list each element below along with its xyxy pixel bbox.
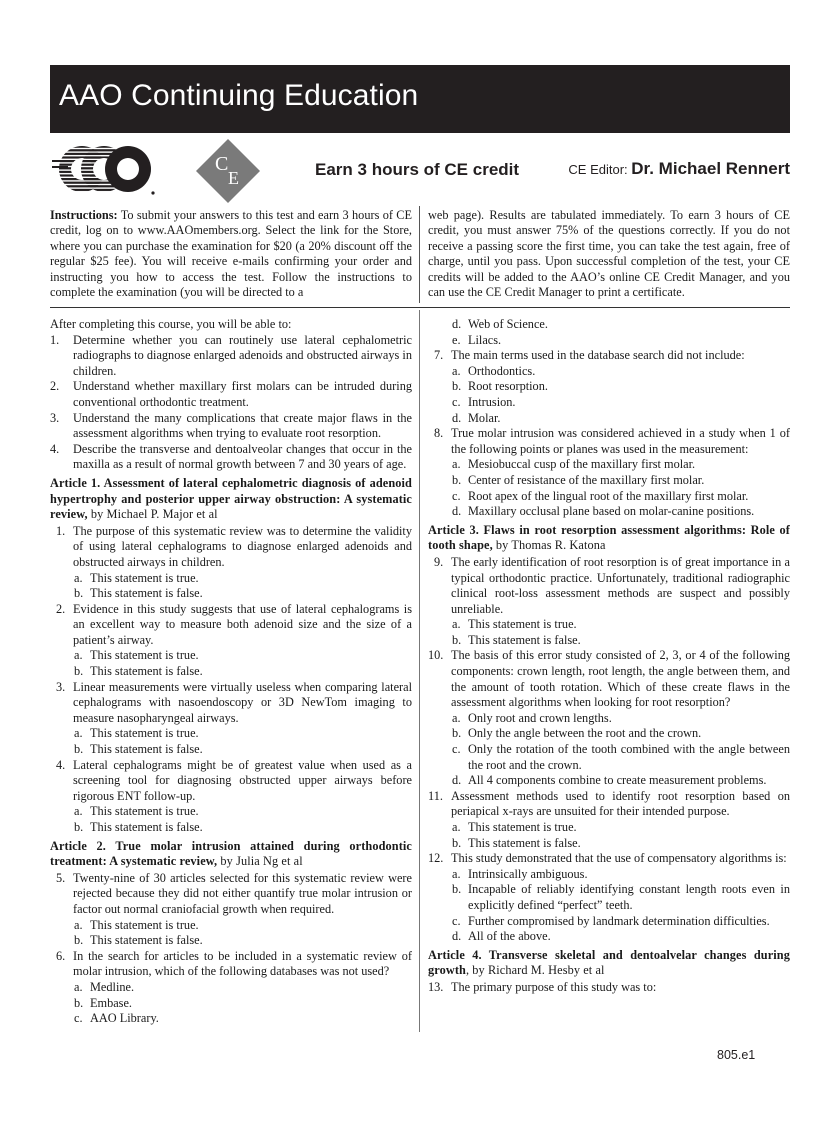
column-divider <box>419 310 420 1032</box>
answer-option[interactable]: b. This statement is false. <box>74 664 203 679</box>
answer-option[interactable]: a. This statement is true. <box>452 820 577 834</box>
article-heading: Article 3. Flaws in root resorption assessment algorithms: Role of tooth shape, by Thomas R. Katona <box>428 522 790 553</box>
article-heading: Article 4. Transverse skeletal and dentoalvelar changes during growth, by Richard M. Hesby et al <box>428 947 790 978</box>
question: 11. Assessment methods used to identify root resorption based on periapical x-rays are unsuited for their intended purpose. <box>428 788 790 819</box>
answer-option[interactable]: a. Only root and crown lengths. <box>452 710 612 725</box>
question: 12. This study demonstrated that the use of compensatory algorithms is: <box>428 851 787 866</box>
answer-option[interactable]: b. Center of resistance of the maxillary first molar. <box>452 472 705 487</box>
answer-option[interactable]: c. Intrusion. <box>452 394 516 409</box>
banner-title: AAO Continuing Education <box>59 79 419 112</box>
question: 8. True molar intrusion was considered achieved in a study when 1 of the following points or planes was used in the measurement: <box>434 426 790 456</box>
question: 5. Twenty-nine of 30 articles selected for this systematic review were rejected because they did not either quantify true molar intrusion or factor out normal craniofacial growth when required. <box>56 870 412 916</box>
ce-logo-icon <box>195 138 261 204</box>
objective-item: 2. Understand whether maxillary first molars can be intruded during conventional orthodontic treatment. <box>50 379 412 409</box>
answer-option[interactable]: a. This statement is true. <box>74 648 199 663</box>
section-divider <box>50 307 790 308</box>
answer-option[interactable]: a. This statement is true. <box>74 804 199 819</box>
answer-option[interactable]: b. This statement is false. <box>452 632 581 647</box>
answer-option[interactable]: b. Incapable of reliably identifying constant length roots even in explicitly defined “perfect” teeth. <box>452 882 790 912</box>
question: 1. The purpose of this systematic review was to determine the validity of using lateral cephalograms to diagnose enlarged adenoids and obstructed airways in children. <box>56 523 412 569</box>
answer-option[interactable]: b. Root resorption. <box>452 379 548 394</box>
answer-option[interactable]: c. Only the rotation of the tooth combined with the angle between the root and the crown. <box>452 742 790 772</box>
ce-credit-hours: Earn 3 hours of CE credit <box>315 160 520 179</box>
aao-logo-icon <box>52 142 156 196</box>
ce-editor-label: CE Editor: <box>568 162 632 177</box>
answer-option[interactable]: a. Medline. <box>74 979 135 994</box>
answer-option[interactable]: d. All of the above. <box>452 929 551 944</box>
answer-option[interactable]: d. Molar. <box>452 410 501 425</box>
answer-option[interactable]: b. Embase. <box>74 995 133 1010</box>
answer-option[interactable]: a. Intrinsically ambiguous. <box>452 866 588 881</box>
instructions-right <box>428 208 790 300</box>
answer-option[interactable]: b. This statement is false. <box>74 742 203 757</box>
answer-option[interactable]: c. AAO Library. <box>74 1011 159 1026</box>
question: 7. The main terms used in the database search did not include: <box>434 348 745 363</box>
answer-option[interactable]: a. This statement is true. <box>74 726 199 741</box>
objective-item: 1. Determine whether you can routinely use lateral cephalometric radiographs to diagnose enlarged adenoids and obstructed airways in children. <box>50 332 412 378</box>
page-number: 805.e1 <box>717 1048 756 1062</box>
answer-option[interactable]: d. All 4 components combine to create measurement problems. <box>452 773 767 788</box>
objective-item: 3. Understand the many complications that create major flaws in the assessment algorithms when trying to evaluate root resorption. <box>50 410 412 441</box>
question: 13. The primary purpose of this study was to: <box>428 979 657 994</box>
objectives-intro: After completing this course, you will be able to: <box>50 317 292 331</box>
answer-option[interactable]: a. Mesiobuccal cusp of the maxillary first molar. <box>452 457 696 472</box>
answer-option[interactable]: b. Only the angle between the root and the crown. <box>452 726 702 741</box>
header-banner <box>50 65 790 133</box>
question: 2. Evidence in this study suggests that use of lateral cephalograms is an excellent way to measure both adenoid size and the size of a patient’s airway. <box>56 601 412 647</box>
instructions-text-right: web page). Results are tabulated immediately. To earn 3 hours of CE credit, you must answer 75% of the questions correctly. If you do not receive a passing score the first time, you can take the test again, free of charge, until you pass. Upon successful completion of the test, your CE credits will be added to the AAO’s online CE Credit Manager, and you can use the CE Credit Manager to print a certificate. <box>428 208 790 300</box>
column-divider-top <box>419 206 420 303</box>
answer-option[interactable]: a. This statement is true. <box>74 917 199 932</box>
instructions-label: Instructions: <box>50 208 118 222</box>
question: 3. Linear measurements were virtually useless when comparing lateral cephalograms with nasoendoscopy or 3D NewTom imaging to measure nasopharyngeal airways. <box>56 679 412 725</box>
ce-editor <box>568 159 790 179</box>
answer-option[interactable]: d. Maxillary occlusal plane based on molar-canine positions. <box>452 504 755 519</box>
left-column <box>50 317 412 1027</box>
question: 4. Lateral cephalograms might be of greatest value when used as a screening tool for diagnosing obstructed upper airways before rigorous ENT follow-up. <box>56 757 412 803</box>
answer-option[interactable]: b. This statement is false. <box>74 586 203 601</box>
answer-option[interactable]: a. Orthodontics. <box>452 363 536 378</box>
instructions-text-left: To submit your answers to this test and earn 3 hours of CE credit, log on to www.AAOmembers.org. Select the link for the Store, where you can purchase the examination for $20 (a 20% discount off the regular $25 fee). You will receive e-mails confirming your order and instructing you how to access the test. Follow the instructions to complete the examination (you will be directed to a <box>50 208 412 300</box>
answer-option[interactable]: b. This statement is false. <box>74 933 203 948</box>
question: 6. In the search for articles to be included in a systematic review of molar intrusion, which of the following databases was not used? <box>56 948 412 979</box>
question: 10. The basis of this error study consisted of 2, 3, or 4 of the following components: crown length, root length, the angle between them, and the amount of tooth rotation. Which of these create flaws in the assessment algorithms when looking for root resorption? <box>428 648 790 710</box>
answer-option[interactable]: a. This statement is true. <box>452 617 577 632</box>
svg-text:E: E <box>228 168 239 188</box>
answer-option[interactable]: b. This statement is false. <box>74 820 203 834</box>
right-column <box>428 317 790 996</box>
article-heading: Article 2. True molar intrusion attained during orthodontic treatment: A systematic review, by Julia Ng et al <box>50 838 412 869</box>
objective-item: 4. Describe the transverse and dentoalveolar changes that occur in the maxilla as a result of normal growth between 7 and 30 years of age. <box>50 441 412 472</box>
answer-option[interactable]: a. This statement is true. <box>74 570 199 585</box>
svg-text:C: C <box>215 153 229 175</box>
answer-option[interactable]: b. This statement is false. <box>452 835 581 850</box>
answer-option[interactable]: c. Further compromised by landmark determination difficulties. <box>452 913 770 928</box>
answer-option[interactable]: e. Lilacs. <box>452 332 502 347</box>
answer-option[interactable]: d. Web of Science. <box>452 317 548 331</box>
article-heading: Article 1. Assessment of lateral cephalometric diagnosis of adenoid hypertrophy and posterior upper airway obstruction: A systematic review, by Michael P. Major et al <box>50 475 412 522</box>
logo-row <box>50 138 790 206</box>
instructions-left <box>50 208 412 300</box>
question: 9. The early identification of root resorption is of great importance in a typical orthodontic practice. Unfortunately, traditional radiographic clinical root-loss assessment methods are suspect and possibly unreliable. <box>434 554 790 616</box>
answer-option[interactable]: c. Root apex of the lingual root of the maxillary first molar. <box>452 488 749 503</box>
ce-editor-name: Dr. Michael Rennert <box>631 159 790 178</box>
